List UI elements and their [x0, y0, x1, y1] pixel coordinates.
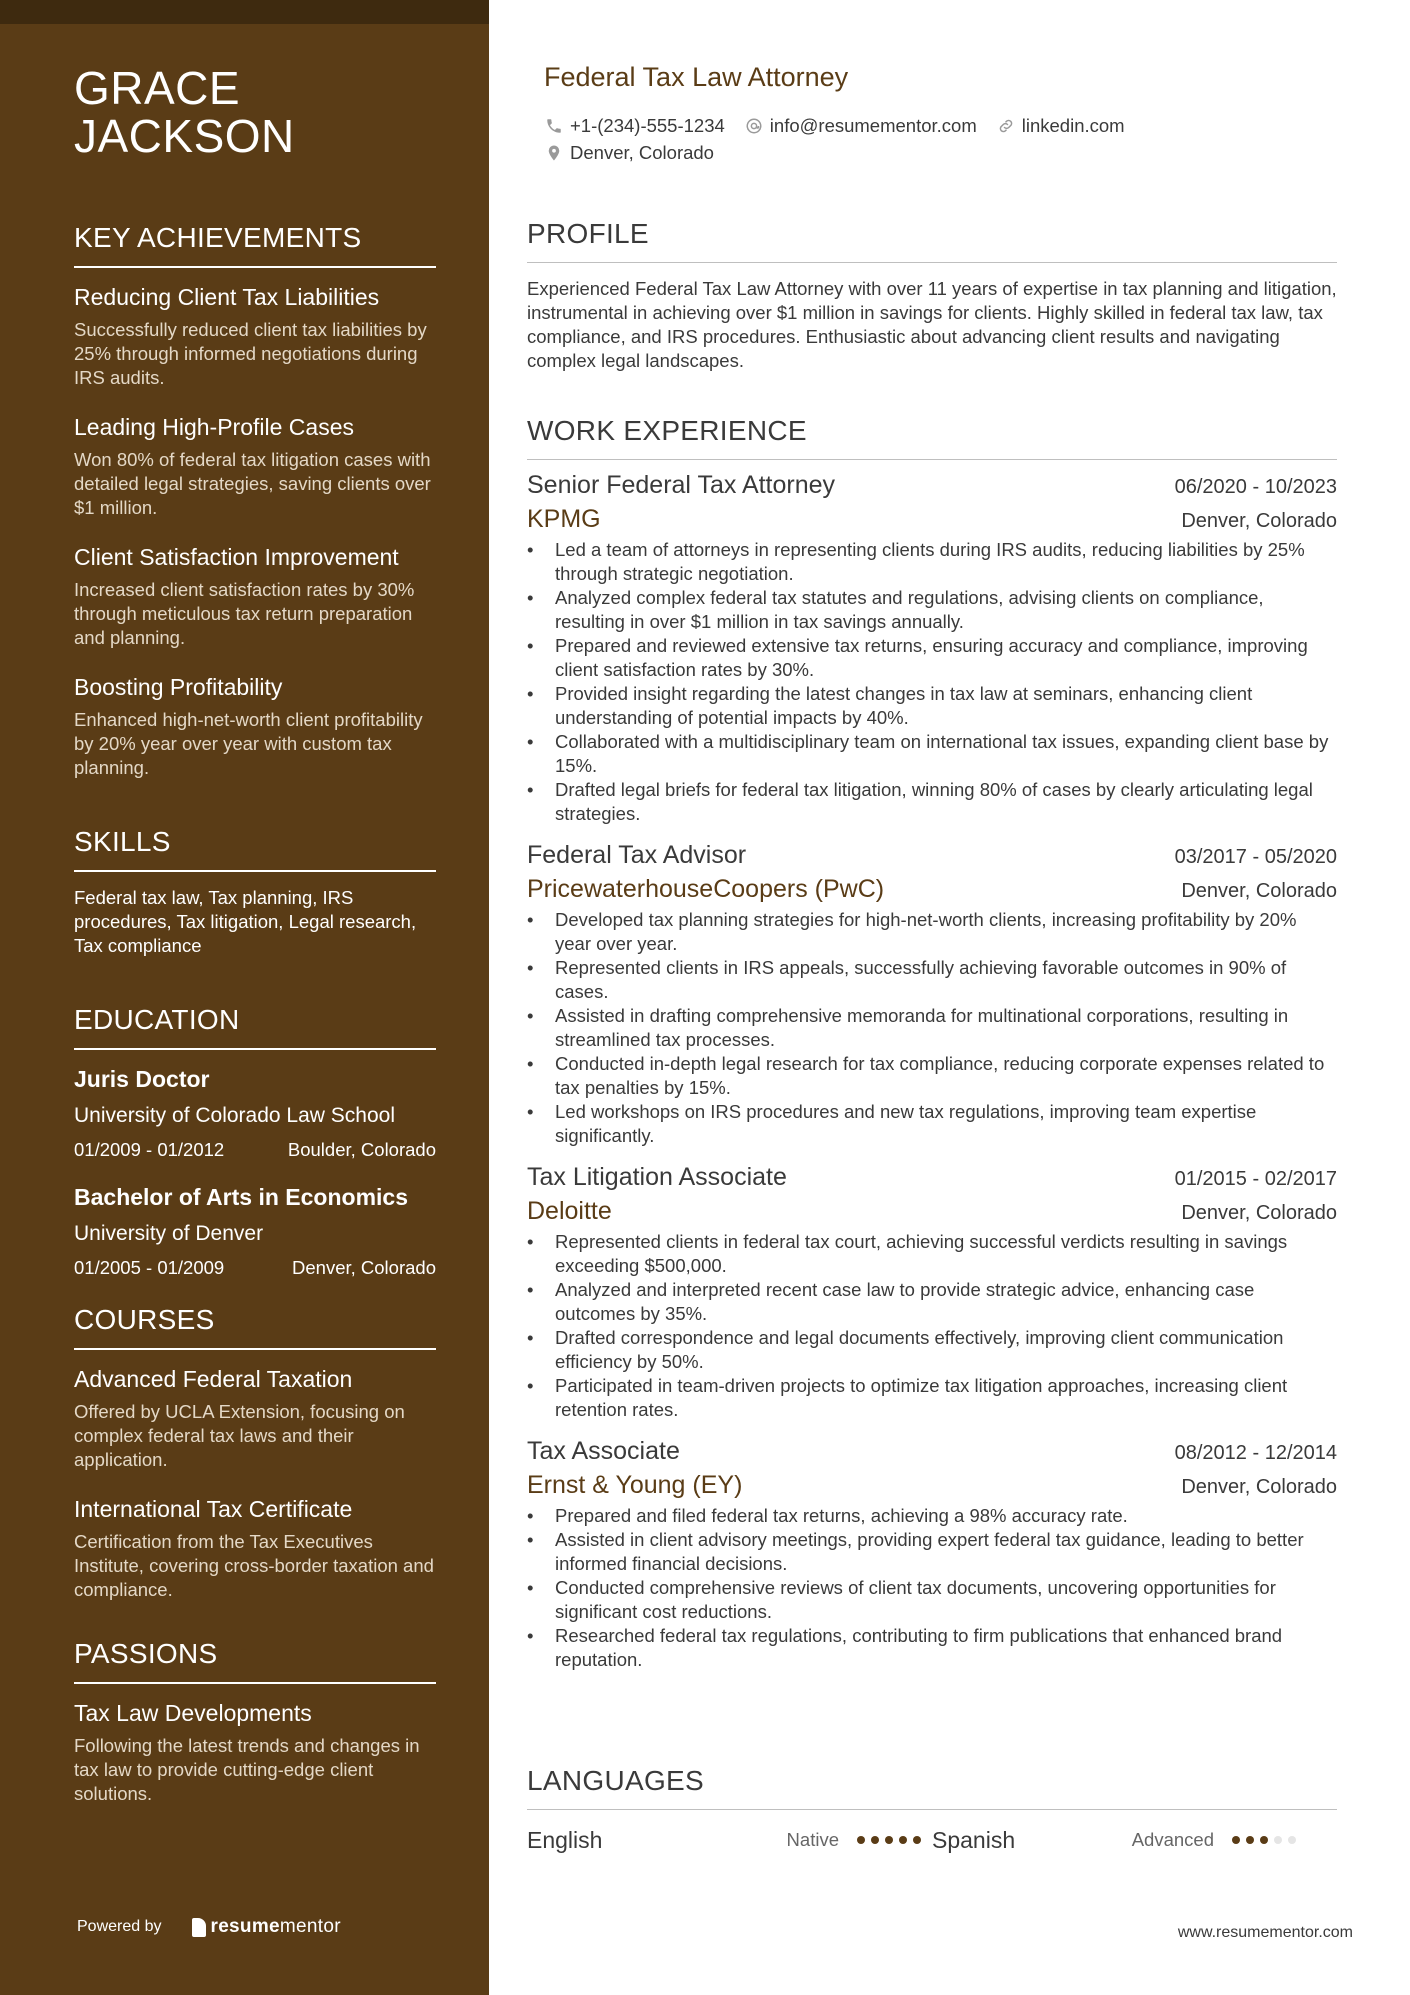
courses-heading: COURSES — [74, 1304, 436, 1350]
phone-text: +1-(234)-555-1234 — [570, 114, 725, 136]
profile-text: Experienced Federal Tax Law Attorney with over 11 years of expertise in tax planning and litigation, instrumental in achieving over $1 million in savings for clients. Highly skilled in federal tax law, tax compliance, and IRS procedures. Enthusiastic about advancing client results and navigating complex legal landscapes. — [527, 278, 1337, 371]
course-title: International Tax Certificate — [74, 1496, 353, 1522]
bullet-item: • Assisted in drafting comprehensive memoranda for multinational corporations, resulting in streamlined tax processes. — [527, 1004, 1337, 1052]
job-title: Federal Tax Law Attorney — [544, 62, 849, 92]
passion-title: Tax Law Developments — [74, 1700, 312, 1726]
bullet-item: • Participated in team-driven projects to optimize tax litigation approaches, increasing client retention rates. — [527, 1374, 1337, 1422]
course-item — [74, 1494, 436, 1602]
achievements-section — [74, 222, 436, 780]
skills-heading: SKILLS — [74, 826, 436, 872]
rating-dot-empty — [1274, 1836, 1282, 1844]
job-company: Ernst & Young (EY) — [527, 1471, 743, 1499]
bullet-item: • Analyzed and interpreted recent case law to provide strategic advice, enhancing case outcomes by 35%. — [527, 1278, 1337, 1326]
degree: Juris Doctor — [74, 1066, 210, 1092]
school: University of Colorado Law School — [74, 1104, 395, 1127]
job-position: Federal Tax Advisor — [527, 841, 747, 869]
location-pin-icon — [545, 144, 563, 162]
rating-dot-filled — [913, 1836, 921, 1844]
rating-dot-filled — [871, 1836, 879, 1844]
education-section — [74, 1004, 436, 1280]
contact-info — [545, 112, 1245, 166]
job-bullets — [527, 1504, 1337, 1672]
language-rating — [1232, 1836, 1302, 1844]
logo-light-text: mentor — [279, 1916, 341, 1937]
job-entry — [527, 1160, 1337, 1422]
linkedin-text: linkedin.com — [1021, 114, 1125, 136]
language-name: English — [527, 1826, 603, 1853]
sidebar-top-bar — [0, 0, 489, 24]
bullet-item: • Drafted correspondence and legal documents effectively, improving client communication efficiency by 50%. — [527, 1326, 1337, 1374]
achievement-title: Boosting Profitability — [74, 674, 283, 700]
passions-section — [74, 1638, 436, 1806]
job-entry — [527, 838, 1337, 1148]
bullet-item: • Developed tax planning strategies for high-net-worth clients, increasing profitability by 20% year over year. — [527, 908, 1337, 956]
bullet-item: • Provided insight regarding the latest changes in tax law at seminars, enhancing client understanding of potential impacts by 40%. — [527, 682, 1337, 730]
degree: Bachelor of Arts in Economics — [74, 1184, 408, 1210]
bullet-item: • Analyzed complex federal tax statutes and regulations, advising clients on compliance, resulting in over $1 million in tax savings annually. — [527, 586, 1337, 634]
achievement-item — [74, 542, 436, 650]
achievement-title: Client Satisfaction Improvement — [74, 544, 399, 570]
education-item — [74, 1182, 436, 1280]
job-dates: 03/2017 - 05/2020 — [1174, 846, 1337, 868]
rating-dot-filled — [857, 1836, 865, 1844]
logo-bold-text: resume — [210, 1916, 280, 1937]
job-bullets — [527, 1230, 1337, 1422]
rating-dot-filled — [885, 1836, 893, 1844]
resumementor-logo[interactable] — [192, 1916, 341, 1938]
achievement-title: Leading High-Profile Cases — [74, 414, 354, 440]
language-item — [932, 1827, 1337, 1854]
bullet-item: • Drafted legal briefs for federal tax litigation, winning 80% of cases by clearly articulating legal strategies. — [527, 778, 1337, 826]
edu-location: Boulder, Colorado — [287, 1139, 436, 1160]
linkedin-contact[interactable] — [997, 115, 1125, 137]
powered-by-label: Powered by — [77, 1918, 162, 1935]
achievement-item — [74, 282, 436, 390]
experience-section — [527, 415, 1337, 1684]
bullet-item: • Represented clients in federal tax court, achieving successful verdicts resulting in savings exceeding $500,000. — [527, 1230, 1337, 1278]
bullet-item: • Collaborated with a multidisciplinary team on international tax issues, expanding client base by 15%. — [527, 730, 1337, 778]
phone-contact[interactable] — [545, 115, 725, 137]
course-desc: Certification from the Tax Executives Institute, covering cross-border taxation and compliance. — [74, 1531, 434, 1600]
bullet-item: • Conducted in-depth legal research for tax compliance, reducing corporate expenses related to tax penalties by 15%. — [527, 1052, 1337, 1100]
achievement-desc: Increased client satisfaction rates by 30% through meticulous tax return preparation and planning. — [74, 579, 415, 648]
rating-dot-filled — [899, 1836, 907, 1844]
job-bullets — [527, 538, 1337, 826]
language-rating — [857, 1836, 927, 1844]
achievement-desc: Won 80% of federal tax litigation cases with detailed legal strategies, saving clients over $1 million. — [74, 449, 431, 518]
experience-heading: WORK EXPERIENCE — [527, 415, 1337, 460]
course-desc: Offered by UCLA Extension, focusing on complex federal tax laws and their application. — [74, 1401, 405, 1470]
link-icon — [997, 117, 1015, 135]
job-location: Denver, Colorado — [1181, 880, 1337, 902]
achievement-item — [74, 672, 436, 780]
sidebar — [0, 0, 489, 1995]
email-text: info@resumementor.com — [769, 114, 977, 136]
phone-icon — [545, 117, 563, 135]
bullet-item: • Led a team of attorneys in representing clients during IRS audits, reducing liabilities by 25% through strategic negotiation. — [527, 538, 1337, 586]
job-company: PricewaterhouseCoopers (PwC) — [527, 875, 885, 903]
bullet-item: • Represented clients in IRS appeals, successfully achieving favorable outcomes in 90% of cases. — [527, 956, 1337, 1004]
job-company: Deloitte — [527, 1197, 612, 1225]
edu-location: Denver, Colorado — [292, 1257, 436, 1278]
bullet-item: • Prepared and filed federal tax returns, achieving a 98% accuracy rate. — [527, 1504, 1337, 1528]
language-level: Native — [786, 1829, 839, 1850]
at-icon — [745, 117, 763, 135]
job-location: Denver, Colorado — [1181, 1202, 1337, 1224]
job-location: Denver, Colorado — [1181, 510, 1337, 532]
rating-dot-filled — [1232, 1836, 1240, 1844]
rating-dot-filled — [1260, 1836, 1268, 1844]
job-bullets — [527, 908, 1337, 1148]
job-dates: 01/2015 - 02/2017 — [1174, 1168, 1337, 1190]
edu-dates: 01/2009 - 01/2012 — [74, 1139, 225, 1160]
passion-item — [74, 1698, 436, 1806]
languages-heading: LANGUAGES — [527, 1765, 1337, 1810]
rating-dot-filled — [1246, 1836, 1254, 1844]
job-position: Senior Federal Tax Attorney — [527, 471, 836, 499]
profile-section — [527, 218, 1337, 373]
achievement-title: Reducing Client Tax Liabilities — [74, 284, 380, 310]
first-name: GRACE — [74, 62, 241, 114]
job-location: Denver, Colorado — [1181, 1476, 1337, 1498]
email-contact[interactable] — [745, 115, 977, 137]
courses-section — [74, 1304, 436, 1602]
achievement-desc: Enhanced high-net-worth client profitability by 20% year over year with custom tax planning. — [74, 709, 423, 778]
rating-dot-empty — [1288, 1836, 1296, 1844]
job-entry — [527, 468, 1337, 826]
powered-by — [77, 1916, 341, 1938]
footer-url[interactable]: www.resumementor.com — [1177, 1924, 1353, 1941]
candidate-name — [74, 64, 436, 160]
bullet-item: • Researched federal tax regulations, contributing to firm publications that enhanced brand reputation. — [527, 1624, 1337, 1672]
bullet-item: • Prepared and reviewed extensive tax returns, ensuring accuracy and compliance, improving client satisfaction rates by 30%. — [527, 634, 1337, 682]
language-name: Spanish — [932, 1826, 1016, 1853]
edu-dates: 01/2005 - 01/2009 — [74, 1257, 225, 1278]
achievements-heading: KEY ACHIEVEMENTS — [74, 222, 436, 268]
education-heading: EDUCATION — [74, 1004, 436, 1050]
course-title: Advanced Federal Taxation — [74, 1366, 353, 1392]
passions-heading: PASSIONS — [74, 1638, 436, 1684]
job-dates: 06/2020 - 10/2023 — [1174, 476, 1337, 498]
job-position: Tax Associate — [527, 1437, 680, 1465]
passion-desc: Following the latest trends and changes in tax law to provide cutting-edge client solutions. — [74, 1735, 420, 1804]
language-level: Advanced — [1131, 1829, 1214, 1850]
job-dates: 08/2012 - 12/2014 — [1174, 1442, 1337, 1464]
job-company: KPMG — [527, 505, 601, 533]
achievement-item — [74, 412, 436, 520]
location-contact — [545, 142, 714, 164]
profile-heading: PROFILE — [527, 218, 1337, 263]
bullet-item: • Led workshops on IRS procedures and new tax regulations, improving team expertise significantly. — [527, 1100, 1337, 1148]
job-entry — [527, 1434, 1337, 1672]
school: University of Denver — [74, 1222, 264, 1245]
skills-section — [74, 826, 436, 958]
achievement-desc: Successfully reduced client tax liabilities by 25% through informed negotiations during IRS audits. — [74, 319, 427, 388]
language-item — [527, 1827, 932, 1854]
education-item — [74, 1064, 436, 1162]
last-name: JACKSON — [74, 110, 295, 162]
bullet-item: • Assisted in client advisory meetings, providing expert federal tax guidance, leading to better informed financial decisions. — [527, 1528, 1337, 1576]
location-text: Denver, Colorado — [570, 141, 714, 163]
languages-section — [527, 1765, 1337, 1856]
bullet-item: • Conducted comprehensive reviews of client tax documents, uncovering opportunities for significant cost reductions. — [527, 1576, 1337, 1624]
resumementor-logo-icon — [192, 1918, 206, 1937]
skills-list: Federal tax law, Tax planning, IRS procedures, Tax litigation, Legal research, Tax compliance — [74, 887, 417, 956]
course-item — [74, 1364, 436, 1472]
job-position: Tax Litigation Associate — [527, 1163, 787, 1191]
